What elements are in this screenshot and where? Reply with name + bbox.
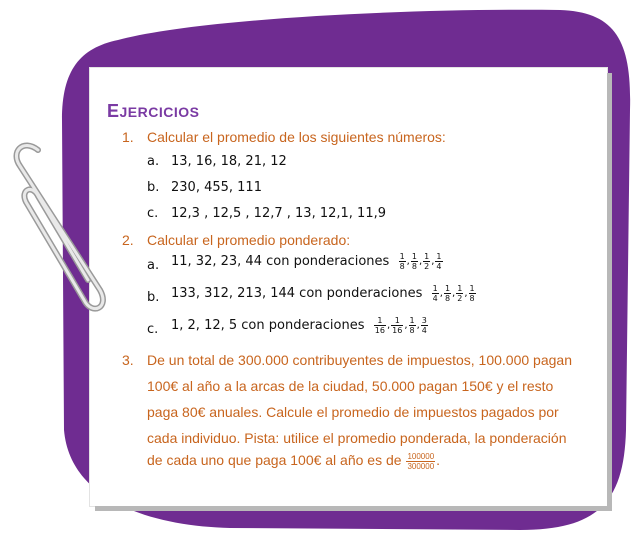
question-1-text: Calcular el promedio de los siguientes números: bbox=[147, 129, 446, 145]
q2-item-a bbox=[171, 252, 444, 271]
q1-item-b-text: 230, 455, 111 bbox=[171, 180, 262, 195]
title-text bbox=[107, 101, 199, 121]
weight-fraction: $\frac{1}{4}$ bbox=[436, 252, 442, 271]
question-3-line-1: De un total de 300.000 contribuyentes de impuestos, 100.000 pagan bbox=[147, 352, 572, 368]
question-3-line-4: cada individuo. Pista: utilice el promedio ponderada, la ponderación bbox=[147, 430, 567, 446]
weight-fraction: $\frac{1}{2}$ bbox=[457, 284, 463, 303]
q2-item-c-letter: c. bbox=[147, 322, 159, 337]
weight-fraction: $\frac{1}{4}$ bbox=[432, 284, 438, 303]
q3-fraction-denominator: 300000 bbox=[407, 462, 435, 471]
fraction-separator: , bbox=[418, 256, 423, 267]
fraction-separator: , bbox=[404, 320, 408, 331]
question-3-line-3: paga 80€ anuales. Calcule el promedio de impuestos pagados por bbox=[147, 404, 559, 420]
q2-item-b-weights bbox=[427, 286, 477, 301]
fraction-separator: , bbox=[439, 288, 443, 299]
page-title bbox=[107, 101, 199, 122]
q2-item-a-weights bbox=[393, 254, 443, 269]
q2-item-c-weights bbox=[369, 318, 429, 333]
weight-fraction: $\frac{1}{16}$ bbox=[374, 316, 385, 335]
title-initial: E bbox=[107, 101, 120, 121]
q1-item-a-letter: a. bbox=[147, 154, 160, 169]
fraction-separator: , bbox=[386, 320, 391, 331]
weight-fraction: $\frac{1}{8}$ bbox=[411, 252, 417, 271]
q1-item-c-text: 12,3 , 12,5 , 12,7 , 13, 12,1, 11,9 bbox=[171, 206, 386, 221]
fraction-separator: , bbox=[431, 256, 435, 267]
fraction-separator: , bbox=[416, 320, 420, 331]
q2-item-b-text: 133, 312, 213, 144 con ponderaciones bbox=[171, 286, 423, 301]
question-2-text: Calcular el promedio ponderado: bbox=[147, 232, 351, 248]
weight-fraction: $\frac{1}{8}$ bbox=[444, 284, 451, 303]
q1-item-a-text: 13, 16, 18, 21, 12 bbox=[171, 154, 287, 169]
q1-item-b-letter: b. bbox=[147, 180, 160, 195]
question-3-line-2: 100€ al año a la arcas de la ciudad, 50.000 pagan 150€ y el resto bbox=[147, 378, 554, 394]
q2-item-c-text: 1, 2, 12, 5 con ponderaciones bbox=[171, 318, 365, 333]
weight-fraction: $\frac{1}{8}$ bbox=[469, 284, 475, 303]
question-3-fraction bbox=[406, 452, 435, 471]
q2-item-a-letter: a. bbox=[147, 258, 160, 273]
q2-item-b bbox=[171, 284, 477, 303]
q1-item-c-letter: c. bbox=[147, 206, 159, 221]
question-3-number: 3. bbox=[122, 352, 134, 368]
paperclip-icon bbox=[8, 130, 118, 315]
q3-fraction-numerator: 100000 bbox=[407, 452, 435, 461]
fraction-separator: , bbox=[406, 256, 410, 267]
question-3-line-5 bbox=[147, 452, 440, 471]
fraction-separator: , bbox=[464, 288, 468, 299]
question-1-number: 1. bbox=[122, 129, 134, 145]
q2-item-b-letter: b. bbox=[147, 290, 160, 305]
weight-fraction: $\frac{1}{16}$ bbox=[392, 316, 403, 335]
q2-item-a-text: 11, 32, 23, 44 con ponderaciones bbox=[171, 254, 390, 269]
fraction-separator: , bbox=[452, 288, 456, 299]
question-3-line-5-text: de cada uno que paga 100€ al año es de bbox=[147, 452, 402, 469]
question-2-number: 2. bbox=[122, 232, 134, 248]
weight-fraction: $\frac{1}{8}$ bbox=[399, 252, 405, 271]
weight-fraction: $\frac{1}{8}$ bbox=[409, 316, 415, 335]
question-3-end: . bbox=[436, 452, 441, 469]
weight-fraction: $\frac{3}{4}$ bbox=[421, 316, 427, 335]
q2-item-c bbox=[171, 316, 429, 335]
weight-fraction: $\frac{1}{2}$ bbox=[424, 252, 430, 271]
title-rest: JERCICIOS bbox=[119, 104, 200, 120]
